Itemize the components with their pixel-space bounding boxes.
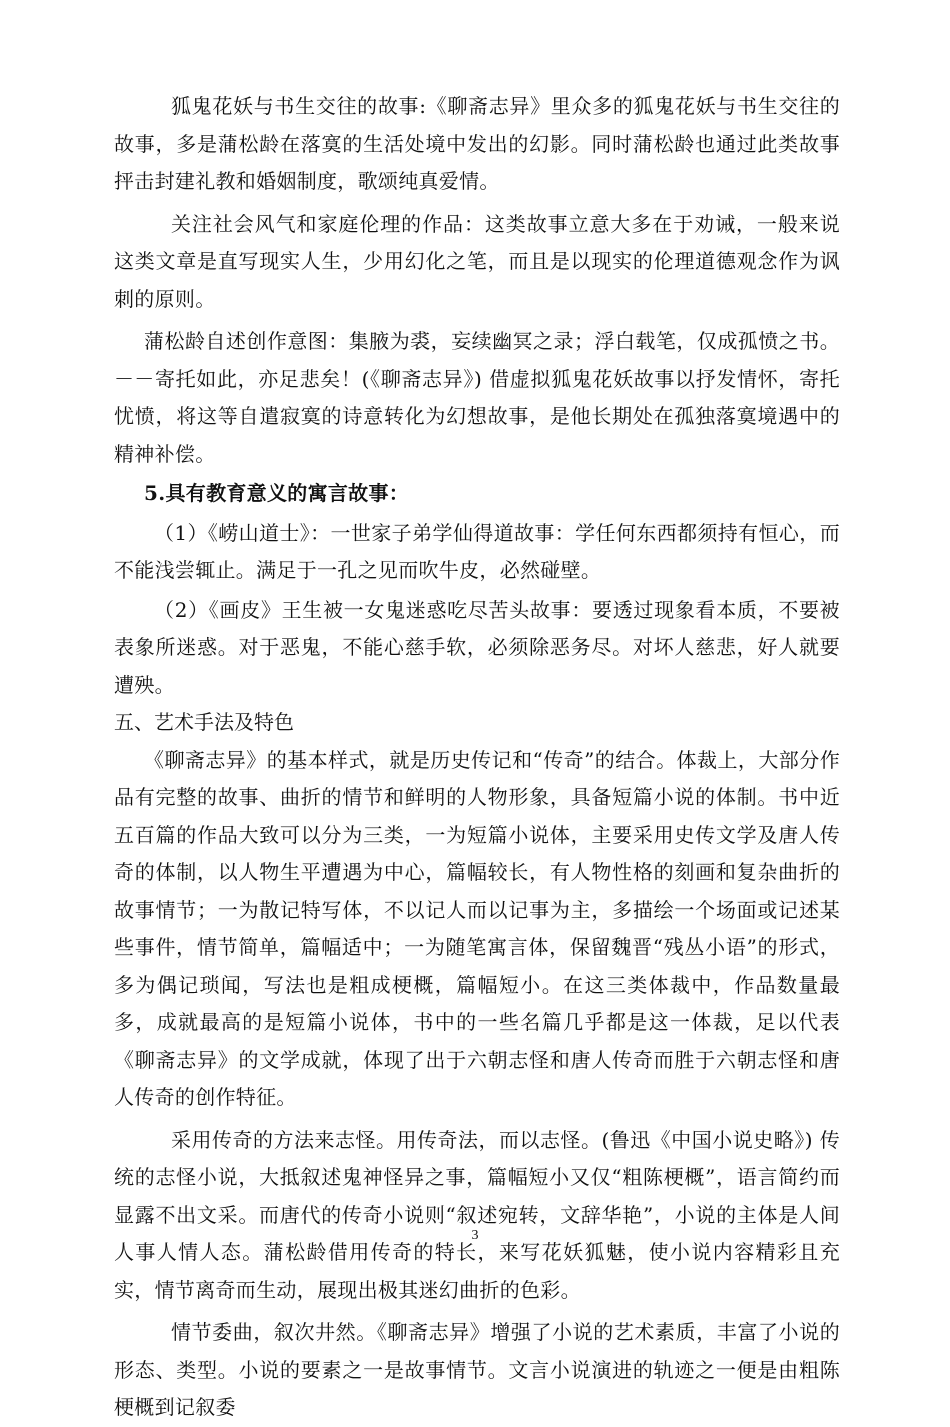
paragraph-social-ethics: 关注社会风气和家庭伦理的作品：这类故事立意大多在于劝诫，一般来说这类文章是直写现实人生，少用幻化之笔，而且是以现实的伦理道德观念作为讽刺的原则。: [114, 211, 840, 311]
paragraph-fox-ghost-stories: 狐鬼花妖与书生交往的故事:《聊斋志异》里众多的狐鬼花妖与书生交往的故事，多是蒲松龄在落寞的生活处境中发出的幻影。同时蒲松龄也通过此类故事抨击封建礼教和婚姻制度，歌颂纯真爱情。: [114, 94, 840, 193]
paragraph-plot-structure: 情节委曲，叙次井然。《聊斋志异》增强了小说的艺术素质，丰富了小说的形态、类型。小说的要素之一是故事情节。文言小说演进的轨迹之一便是由粗陈梗概到记叙委: [114, 1320, 840, 1419]
paragraph-painted-skin: （2）《画皮》王生被一女鬼迷惑吃尽苦头故事：要透过现象看本质，不要被表象所迷惑。对于恶鬼，不能心慈手软，必须除恶务尽。对坏人慈悲，好人就要遭殃。: [114, 597, 840, 697]
paragraph-laoshan-taoist: （1）《崂山道士》：一世家子弟学仙得道故事：学任何东西都须持有恒心，而不能浅尝辄止。满足于一孔之见而吹牛皮，必然碰壁。: [114, 520, 840, 582]
paragraph-chuanqi-method: 采用传奇的方法来志怪。用传奇法，而以志怪。(鲁迅《中国小说史略》) 传统的志怪小说，大抵叙述鬼神怪异之事，篇幅短小又仅“粗陈梗概”，语言简约而显露不出文采。而唐代的传奇小说则“叙述宛转，文辞华艳”，小说的主体是人间人事人情人态。蒲松龄借用传奇的特长，来写花妖狐魅，使小说内容精彩且充实，情节离奇而生动，展现出极其迷幻曲折的色彩。: [114, 1127, 840, 1302]
section-heading-artistic-features: 五、艺术手法及特色: [114, 710, 294, 734]
document-body: [114, 88, 840, 1427]
page-number: 3: [471, 1228, 479, 1243]
paragraph-basic-form: 《聊斋志异》的基本样式，就是历史传记和“传奇”的结合。体裁上，大部分作品有完整的故事、曲折的情节和鲜明的人物形象，具备短篇小说的体制。书中近五百篇的作品大致可以分为三类，一为短篇小说体，主要采用史传文学及唐人传奇的体制，以人物生平遭遇为中心，篇幅较长，有人物性格的刻画和复杂曲折的故事情节；一为散记特写体，不以记人而以记事为主，多描绘一个场面或记述某些事件，情节简单，篇幅适中；一为随笔寓言体，保留魏晋“残丛小语”的形式，多为偶记琐闻，写法也是粗成梗概，篇幅短小。在这三类体裁中，作品数量最多，成就最高的是短篇小说体，书中的一些名篇几乎都是这一体裁，足以代表《聊斋志异》的文学成就，体现了出于六朝志怪和唐人传奇而胜于六朝志怪和唐人传奇的创作特征。: [114, 747, 840, 1109]
section-heading-fables: 5.具有教育意义的寓言故事：: [144, 481, 410, 505]
paragraph-author-intent: 蒲松龄自述创作意图：集腋为裘，妄续幽冥之录；浮白载笔，仅成孤愤之书。－－寄托如此，亦足悲矣！(《聊斋志异》) 借虚拟狐鬼花妖故事以抒发情怀，寄托忧愤，将这等自遣寂寞的诗意转化为幻想故事，是他长期处在孤独落寞境遇中的精神补偿。: [114, 329, 840, 466]
